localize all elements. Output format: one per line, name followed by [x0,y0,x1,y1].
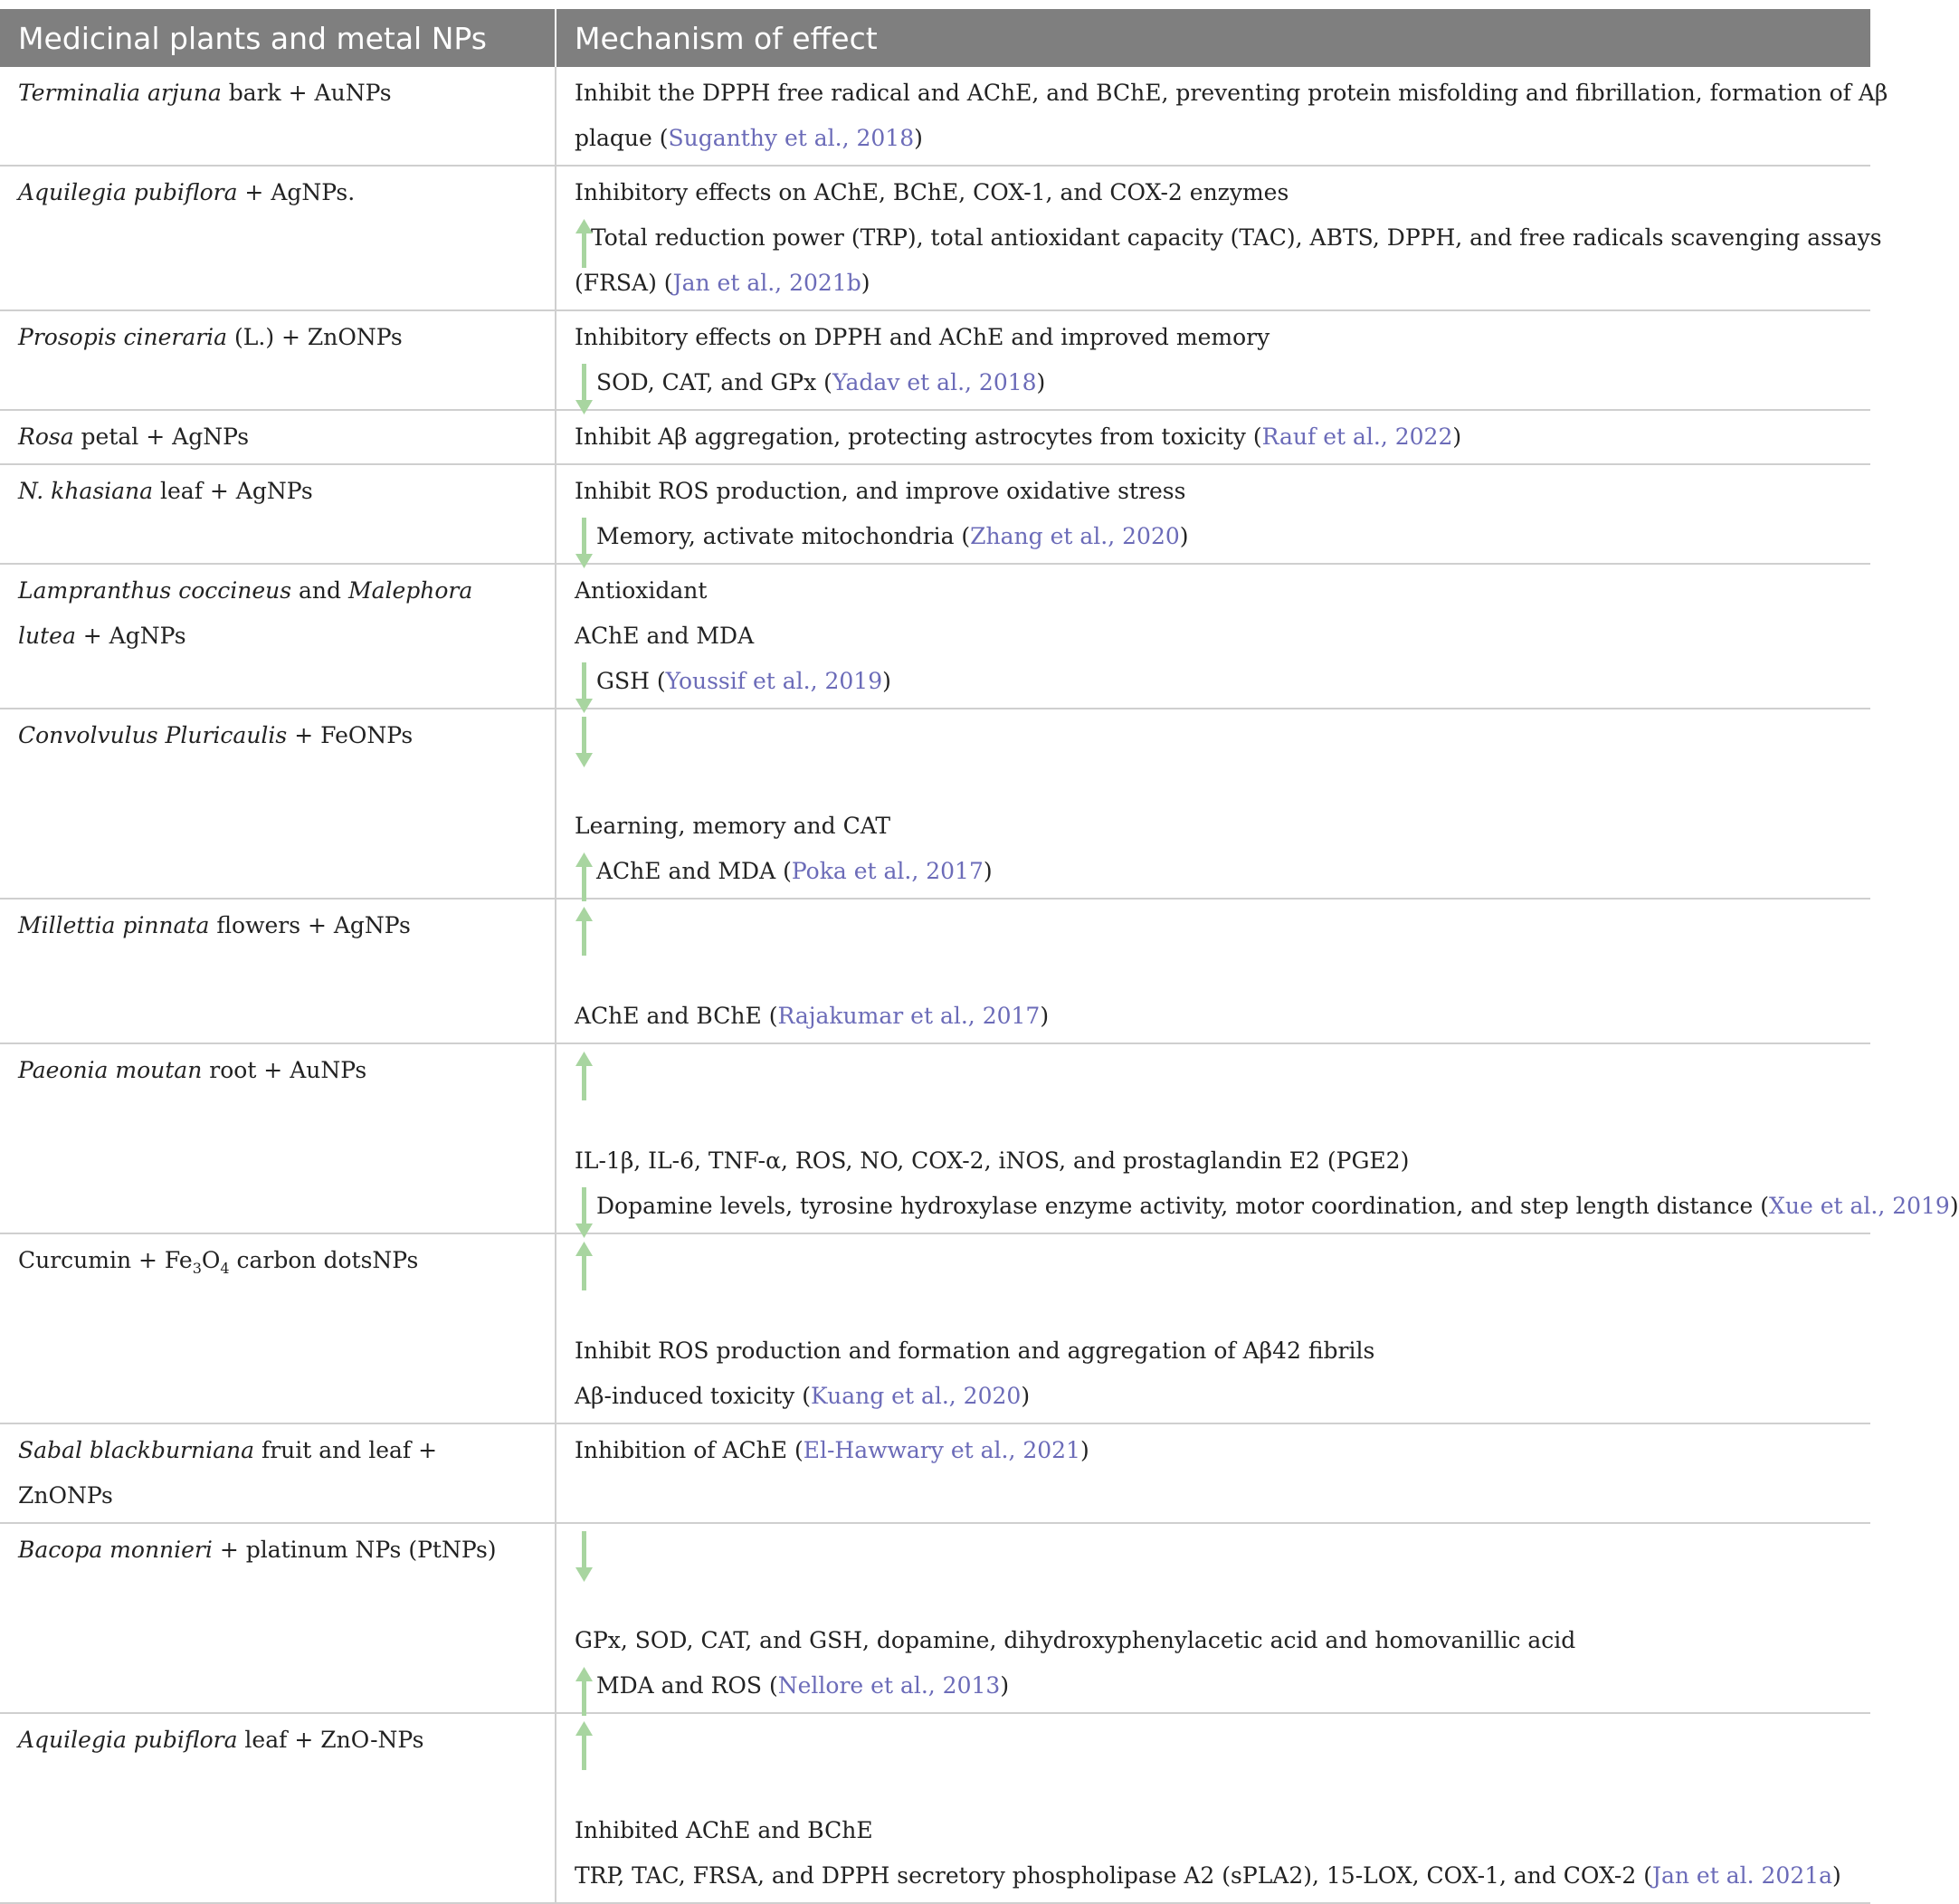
plant-text: leaf + AgNPs [153,478,313,504]
arrow-down-icon [575,1184,591,1229]
mechanism-cell [556,464,1870,564]
mechanism-line [575,469,1852,514]
mechanism-line [575,1763,1852,1808]
mechanism-text: Inhibit Aβ aggregation, protecting astrocytes from toxicity ( [575,424,1262,450]
species-name: Convolvulus Pluricaulis [18,722,288,748]
mechanism-text: AChE and MDA ( [596,858,792,884]
plant-cell [0,564,556,709]
mechanism-line [575,994,1852,1039]
mechanism-text: MDA and ROS ( [596,1672,778,1699]
mechanism-line [575,1853,1852,1899]
table-row [0,410,1870,464]
reference-link[interactable]: El-Hawwary et al., 2021 [803,1437,1080,1463]
arrow-down-icon [575,1528,591,1573]
plant-text: leaf + ZnO-NPs [237,1727,424,1753]
arrow-up-icon [575,849,591,894]
mechanism-cell [556,1423,1870,1523]
plant-cell [0,899,556,1043]
reference-link[interactable]: Jan et al., 2021b [672,270,861,296]
plant-text: + FeONPs [287,722,414,748]
reference-link[interactable]: Poka et al., 2017 [791,858,984,884]
plant-cell [0,1233,556,1423]
mechanism-line [575,1138,1852,1184]
mechanism-line [575,215,1882,261]
mechanism-text: Inhibition of AChE ( [575,1437,804,1463]
mechanism-line [575,1618,1852,1663]
header-row [0,9,1870,67]
mechanism-text: SOD, CAT, and GPx ( [596,369,832,395]
mechanism-line [575,71,1888,116]
mechanism-line [575,1718,1852,1763]
mechanism-line [575,1328,1852,1374]
mechanism-text: plaque ( [575,125,669,151]
mechanism-cell [556,410,1870,464]
mechanism-line [575,1528,1852,1573]
mechanism-text: ) [861,270,870,296]
mechanism-line [575,568,1852,614]
mechanism-line [575,948,1852,994]
mechanism-cell [556,1043,1959,1233]
table-row [0,310,1870,410]
mechanism-line [575,1808,1852,1853]
mechanism-line [575,1238,1852,1283]
plant-text: carbon dotsNPs [229,1247,419,1273]
header-mechanism: Mechanism of effect [556,9,1870,67]
table-row [0,166,1870,310]
plant-cell [0,709,556,899]
plant-text: root + AuNPs [202,1057,367,1083]
plant-text: O [201,1247,221,1273]
plant-cell [0,464,556,564]
mechanism-line [575,903,1852,948]
mechanism-line [575,804,1852,849]
plant-text: 3 [192,1260,202,1277]
mechanism-line [575,1428,1852,1473]
table-body [0,67,1959,1903]
mechanism-text: ) [983,858,993,884]
plant-cell [0,67,556,166]
species-name: N. khasiana [18,478,154,504]
plant-text: 4 [220,1260,230,1277]
table-row [0,564,1870,709]
species-name: Terminalia arjuna [18,80,222,106]
plant-cell [0,1043,556,1233]
arrow-up-icon [575,215,591,261]
table-row [0,1043,1870,1233]
mechanism-text: Aβ-induced toxicity ( [575,1383,811,1409]
plant-text: petal + AgNPs [73,424,250,450]
arrow-down-icon [575,360,591,405]
mechanism-text: Total reduction power (TRP), total antioxidant capacity (TAC), ABTS, DPPH, and free radicals scavenging assays [591,224,1882,251]
mechanism-text: Memory, activate mitochondria ( [596,523,971,549]
table-row [0,1423,1870,1523]
mechanism-line [575,1663,1852,1709]
mechanism-text: ) [1832,1862,1841,1889]
mechanism-text: Dopamine levels, tyrosine hydroxylase enzyme activity, motor coordination, and step length distance ( [596,1193,1770,1219]
mechanism-cell [556,709,1870,899]
species-name: Aquilegia pubiflora [18,1727,238,1753]
species-name: lutea [18,623,76,649]
plant-text: + platinum NPs (PtNPs) [212,1537,497,1563]
plant-text: bark + AuNPs [221,80,392,106]
mechanism-line [575,1283,1852,1328]
mechanism-text: ) [882,668,891,694]
table-row [0,67,1870,166]
species-name: Rosa [18,424,74,450]
table-row [0,1233,1870,1423]
mechanism-table [0,9,1959,1904]
table-row [0,709,1870,899]
mechanism-line [575,116,1852,161]
reference-link[interactable]: Xue et al., 2019 [1769,1193,1950,1219]
mechanism-text: ) [1179,523,1189,549]
mechanism-cell [556,899,1870,1043]
mechanism-text: Inhibitory effects on DPPH and AChE and improved memory [575,324,1270,350]
mechanism-text: AChE and MDA [575,623,755,649]
species-name: Millettia pinnata [18,912,210,938]
arrow-down-icon [575,713,591,758]
reference-link[interactable]: Yadav et al., 2018 [832,369,1037,395]
mechanism-line [575,360,1852,405]
species-name: Bacopa monnieri [18,1537,213,1563]
mechanism-line [575,1093,1852,1138]
species-name: Paeonia moutan [18,1057,203,1083]
mechanism-text: Inhibit ROS production, and improve oxidative stress [575,478,1186,504]
mechanism-line [575,1184,1959,1229]
species-name: Sabal blackburniana [18,1437,254,1463]
mechanism-cell [556,564,1870,709]
reference-link[interactable]: Youssif et al., 2019 [665,668,883,694]
mechanism-text: Antioxidant [575,577,708,604]
mechanism-text: AChE and BChE ( [575,1003,778,1029]
plant-cell [0,410,556,464]
reference-link[interactable]: Rajakumar et al., 2017 [777,1003,1041,1029]
mechanism-line [575,1573,1852,1618]
arrow-up-icon [575,1663,591,1709]
species-name: Prosopis cineraria [18,324,228,350]
species-name: Lampranthus coccineus [18,577,292,604]
arrow-down-icon [575,514,591,559]
table-row [0,1523,1870,1713]
plant-cell [0,1523,556,1713]
reference-link[interactable]: Zhang et al., 2020 [970,523,1180,549]
plant-cell [0,1713,556,1903]
arrow-up-icon [575,1718,591,1763]
plant-cell [0,1423,556,1523]
arrow-up-icon [575,1048,591,1093]
mechanism-cell [556,166,1882,310]
mechanism-text: GSH ( [596,668,666,694]
plant-text: and [291,577,348,604]
plant-text: fruit and leaf + ZnONPs [18,1437,438,1509]
plant-cell [0,310,556,410]
mechanism-text: ) [914,125,923,151]
mechanism-line [575,659,1852,704]
arrow-up-icon [575,903,591,948]
plant-text: flowers + AgNPs [209,912,411,938]
plant-text: (L.) + ZnONPs [227,324,403,350]
mechanism-line [575,614,1852,659]
mechanism-cell [556,1713,1870,1903]
mechanism-line [575,414,1852,460]
reference-link[interactable]: Kuang et al., 2020 [810,1383,1022,1409]
species-name: Malephora [347,577,473,604]
table-row [0,464,1870,564]
mechanism-text: ) [1000,1672,1010,1699]
mechanism-line [575,1374,1852,1419]
reference-link[interactable]: Rauf et al., 2022 [1261,424,1453,450]
reference-link[interactable]: Suganthy et al., 2018 [668,125,915,151]
table-row [0,1713,1870,1903]
reference-link[interactable]: Nellore et al., 2013 [777,1672,1001,1699]
mechanism-text: Inhibit ROS production and formation and aggregation of Aβ42 fibrils [575,1338,1375,1364]
species-name: Aquilegia pubiflora [18,179,238,205]
mechanism-text: ) [1949,1193,1959,1219]
arrow-down-icon [575,659,591,704]
mechanism-line [575,849,1852,894]
plant-text: + AgNPs. [237,179,356,205]
plant-cell [0,166,556,310]
mechanism-text: Inhibit the DPPH free radical and AChE, and BChE, preventing protein misfolding and fibrillation, formation of Aβ [575,80,1888,106]
mechanism-cell [556,1233,1870,1423]
plant-text: + AgNPs [75,623,186,649]
table-row [0,899,1870,1043]
mechanism-text: Inhibited AChE and BChE [575,1817,873,1843]
arrow-up-icon [575,1238,591,1283]
mechanism-line [575,758,1852,804]
mechanism-cell [556,67,1888,166]
mechanism-text: ) [1021,1383,1031,1409]
mechanism-line [575,713,1852,758]
mechanism-line [575,261,1852,306]
mechanism-text: ) [1079,1437,1089,1463]
mechanism-text: IL-1β, IL-6, TNF-α, ROS, NO, COX-2, iNOS, and prostaglandin E2 (PGE2) [575,1147,1410,1174]
mechanism-text: Learning, memory and CAT [575,813,891,839]
mechanism-text: Inhibitory effects on AChE, BChE, COX-1, and COX-2 enzymes [575,179,1289,205]
reference-link[interactable]: Jan et al. 2021a [1651,1862,1833,1889]
mechanism-text: ) [1452,424,1462,450]
mechanism-text: TRP, TAC, FRSA, and DPPH secretory phospholipase A2 (sPLA2), 15-LOX, COX-1, and COX-2 ( [575,1862,1652,1889]
mechanism-text: ) [1040,1003,1050,1029]
mechanism-line [575,514,1852,559]
mechanism-line [575,1048,1852,1093]
plant-text: Curcumin + Fe [18,1247,193,1273]
mechanism-text: ) [1036,369,1046,395]
mechanism-cell [556,310,1870,410]
mechanism-line [575,170,1852,215]
header-plants: Medicinal plants and metal NPs [0,9,556,67]
mechanism-line [575,315,1852,360]
mechanism-cell [556,1523,1870,1713]
mechanism-text: GPx, SOD, CAT, and GSH, dopamine, dihydroxyphenylacetic acid and homovanillic acid [575,1627,1576,1653]
mechanism-text: (FRSA) ( [575,270,673,296]
